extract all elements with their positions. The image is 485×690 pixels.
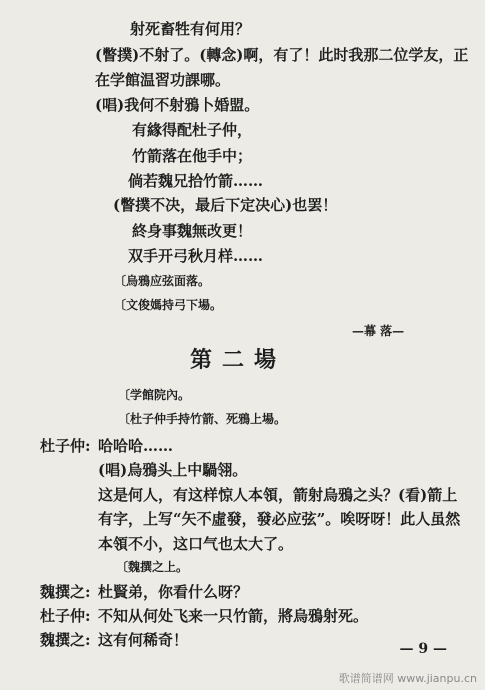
text-line: 双手开弓秋月样…… [128, 247, 264, 265]
text-line: (瞥撲不决，最后下定决心)也罢！ [113, 196, 338, 214]
dialogue-line: 有字，上写“矢不虛發，發必应弦”。唉呀呀！此人虽然 [98, 510, 461, 528]
speaker-label: 魏撰之: [40, 631, 91, 649]
speaker-label: 杜子仲: [40, 437, 91, 455]
dialogue-line: 这是何人，有这样惊人本領，箭射烏鴉之头？(看)箭上 [98, 486, 458, 504]
speaker-label: 杜子仲: [40, 607, 91, 625]
page-number: — 9 — [399, 641, 447, 657]
scene-title: 第二場 [190, 347, 287, 373]
stage-direction: 〔文俊媽持弓下場。 [114, 298, 223, 312]
text-line: 竹箭落在他手中； [132, 147, 253, 165]
text-line: 有緣得配杜子仲， [132, 121, 253, 139]
text-line: 倘若魏兄拾竹箭…… [128, 172, 264, 190]
speaker-label: 魏撰之: [40, 583, 91, 601]
stage-direction: 〔学館院內。 [118, 388, 191, 402]
text-line: 終身事魏無改更！ [132, 222, 253, 240]
curtain-falls: —幕 落— [352, 324, 405, 338]
text-line: 在学館温習功課哪。 [95, 71, 231, 89]
dialogue-line: 不知从何处飞来一只竹箭，將烏鴉射死。 [98, 607, 369, 625]
watermark: 歌谱简谱网 www.jianpu.cn [338, 672, 477, 685]
dialogue-line: 这有何稀奇！ [98, 631, 189, 649]
dialogue-line: 本領不小，这口气也太大了。 [98, 535, 294, 553]
stage-direction: 〔杜子仲手持竹箭、死鴉上場。 [118, 412, 287, 426]
text-line: (瞥撲)不射了。(轉念)啊，有了！此时我那二位学友，正 [95, 46, 469, 64]
dialogue-line: (唱)烏鴉头上中騧翎。 [98, 461, 248, 479]
stage-direction: 〔烏鴉应弦面落。 [114, 274, 211, 288]
stage-direction: 〔魏撰之上。 [116, 560, 189, 574]
text-line: 射死畜牲有何用？ [130, 20, 251, 38]
dialogue-line: 哈哈哈…… [98, 437, 174, 455]
text-line: (唱)我何不射鴉卜婚盟。 [95, 96, 260, 114]
dialogue-line: 杜賢弟，你看什么呀？ [98, 583, 249, 601]
